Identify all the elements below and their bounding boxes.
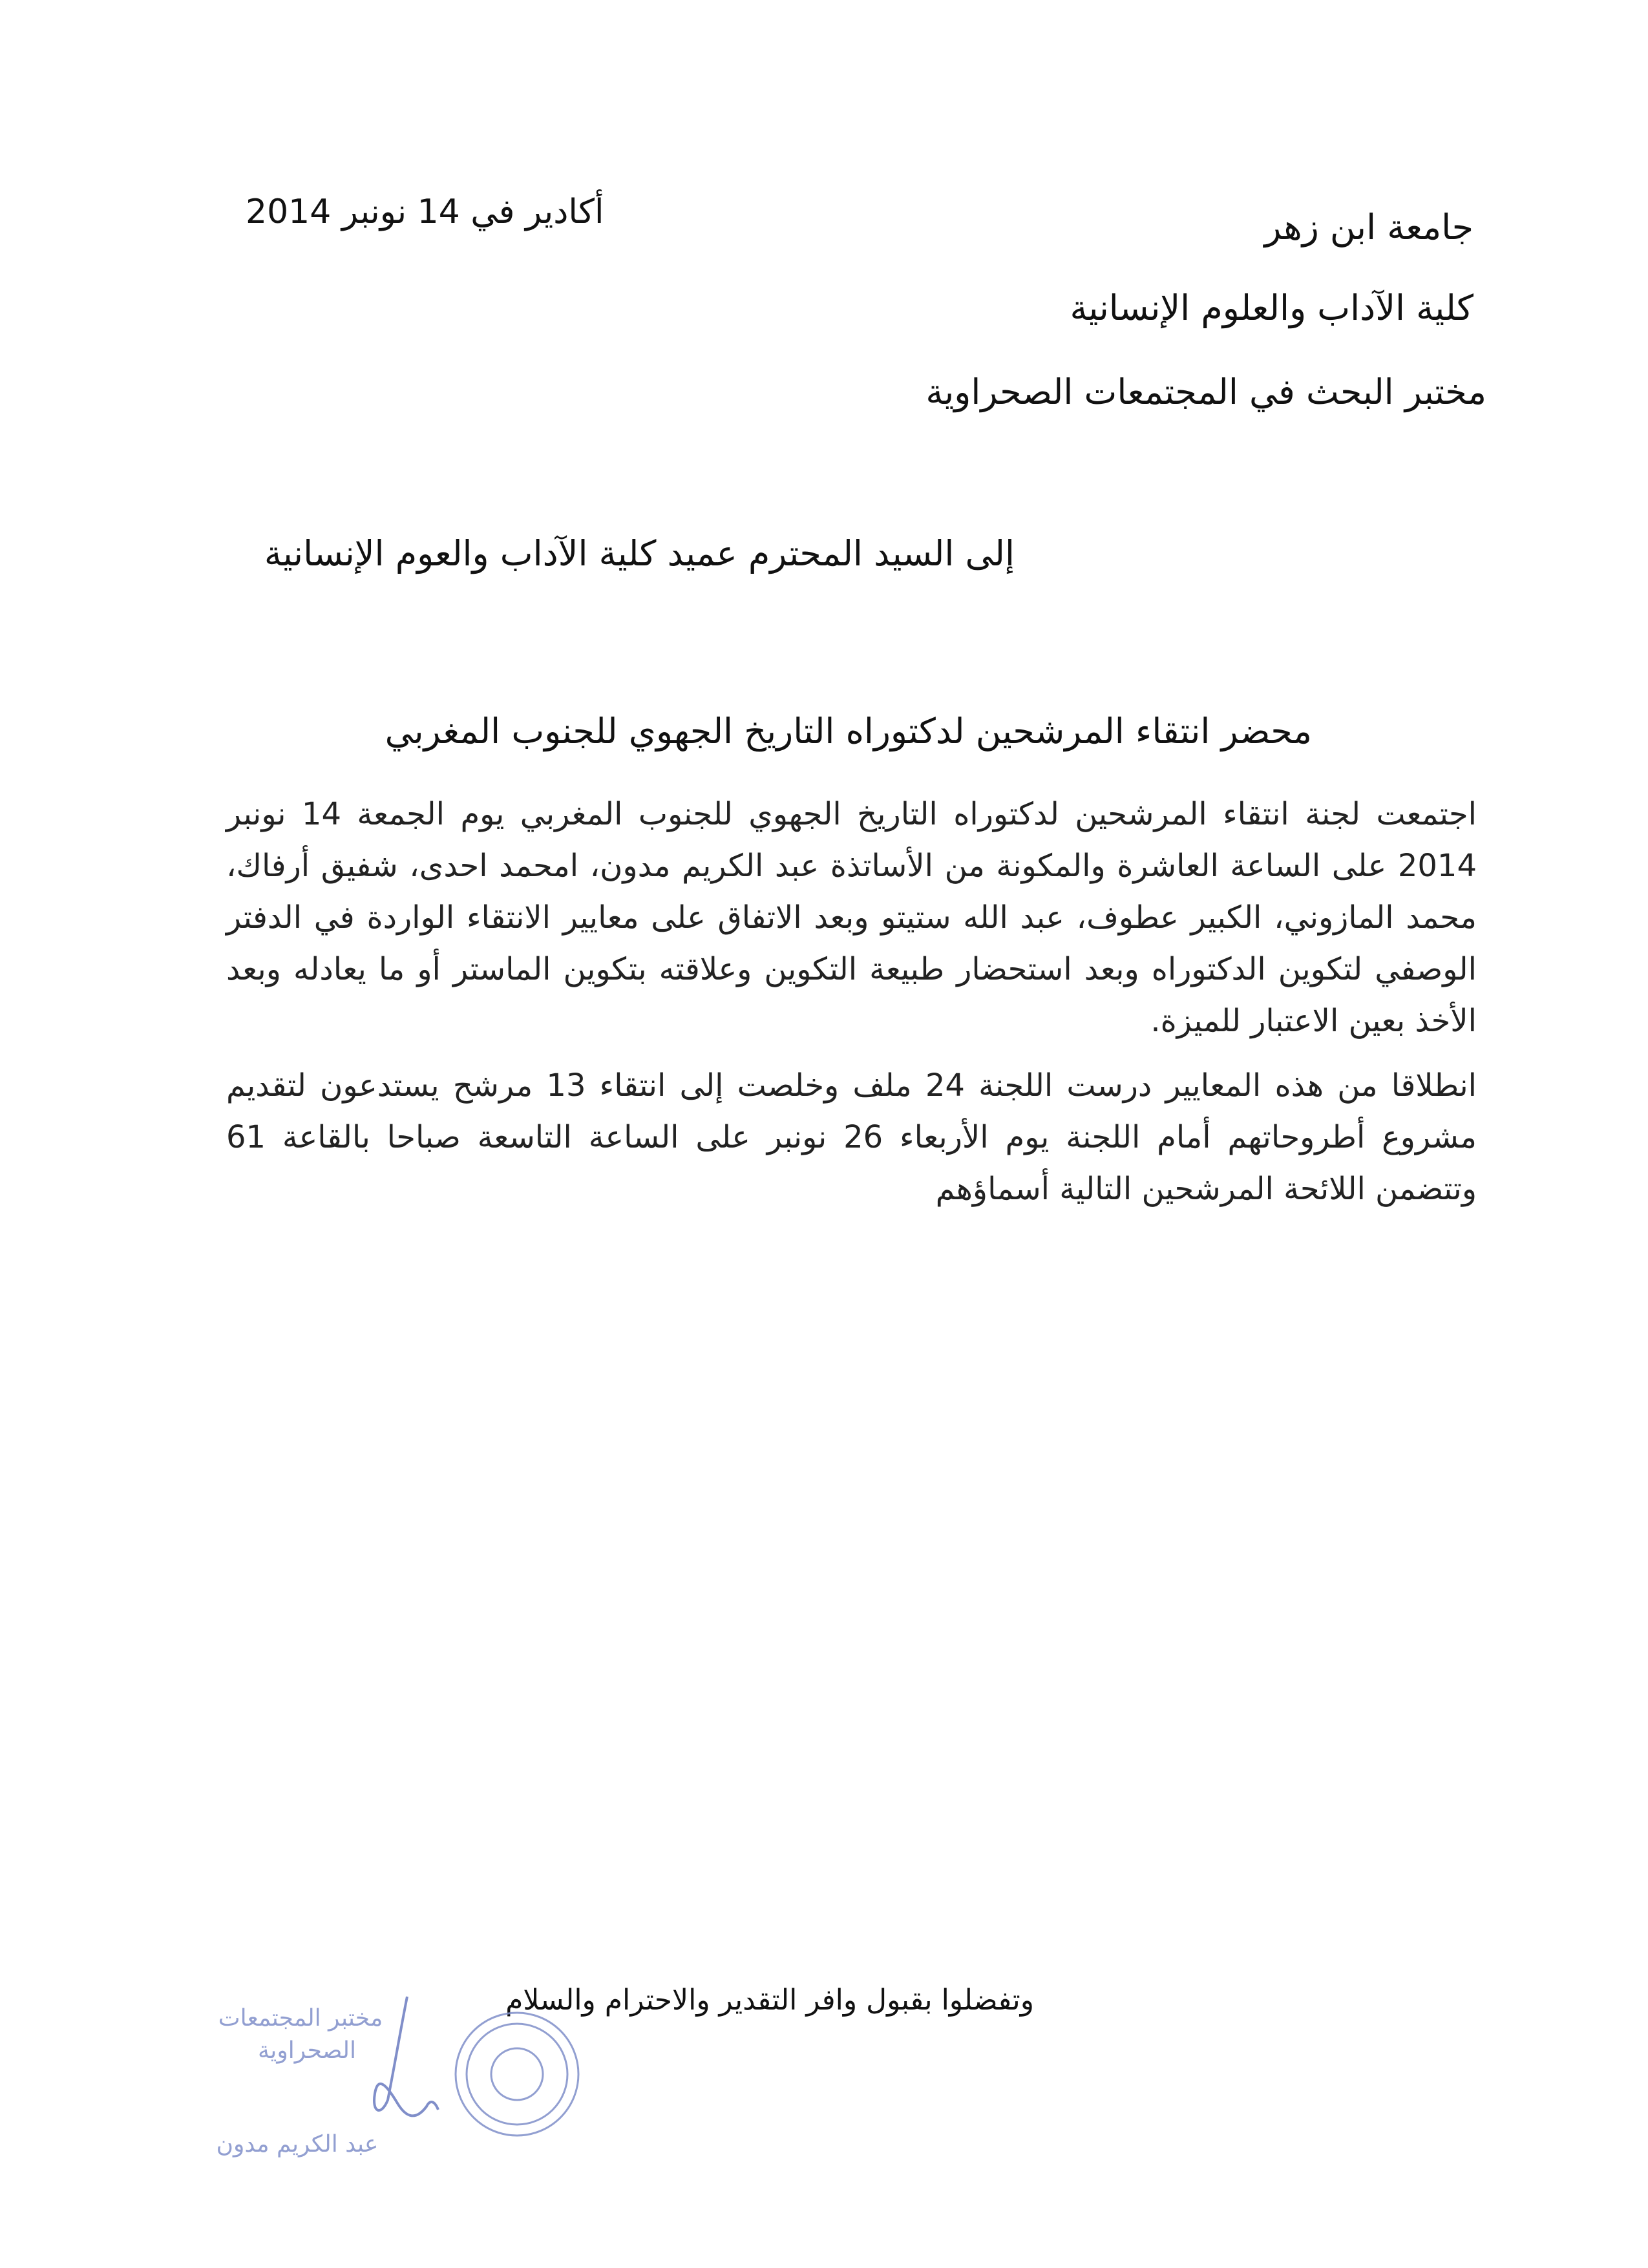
- handwritten-signature: [374, 1997, 438, 2116]
- document-title: محضر انتقاء المرشحين لدكتوراه التاريخ الجهوي للجنوب المغربي: [385, 711, 1312, 751]
- stamp-lab-line-1: مختبر المجتمعات: [218, 2005, 383, 2032]
- stamp-signer-name: عبد الكريم مدون: [216, 2131, 379, 2158]
- body-paragraph-1: اجتمعت لجنة انتقاء المرشحين لدكتوراه التاريخ الجهوي للجنوب المغربي يوم الجمعة 14 نونبر 2014 على الساعة العاشرة والمكونة من الأساتذة عبد الكريم مدون، امحمد احدى، شفيق أرفاك، محمد المازوني، الكبير عطوف، عبد الله ستيتو وبعد الاتفاق على معايير الانتقاء الواردة في الدفتر الوصفي لتكوين الدكتوراه وبعد استحضار طبيعة التكوين وعلاقته بتكوين الماستر أو ما يعادله وبعد الأخذ بعين الاعتبار للميزة.: [226, 796, 1477, 1039]
- stamp-lab-line-2: الصحراوية: [258, 2037, 356, 2064]
- body-paragraph-2: انطلاقا من هذه المعايير درست اللجنة 24 ملف وخلصت إلى انتقاء 13 مرشح يستدعون لتقديم مشروع أطروحاتهم أمام اللجنة يوم الأربعاء 26 نونبر على الساعة التاسعة صباحا بالقاعة 61 وتتضمن اللائحة المرشحين التالية أسماؤهم: [226, 1067, 1477, 1207]
- faculty-name: كلية الآداب والعلوم الإنسانية: [1070, 288, 1474, 328]
- closing-line: وتفضلوا بقبول وافر التقدير والاحترام والسلام: [505, 1984, 1034, 2017]
- date-line: أكادير في 14 نونبر 2014: [246, 193, 604, 231]
- stamp-signature-area: [194, 1990, 595, 2184]
- university-name: جامعة ابن زهر: [1264, 207, 1474, 247]
- official-stamp: [194, 1990, 595, 2184]
- lab-name: مختبر البحث في المجتمعات الصحراوية: [925, 372, 1486, 412]
- addressee-line: إلى السيد المحترم عميد كلية الآداب والعوم الإنسانية: [264, 533, 1015, 574]
